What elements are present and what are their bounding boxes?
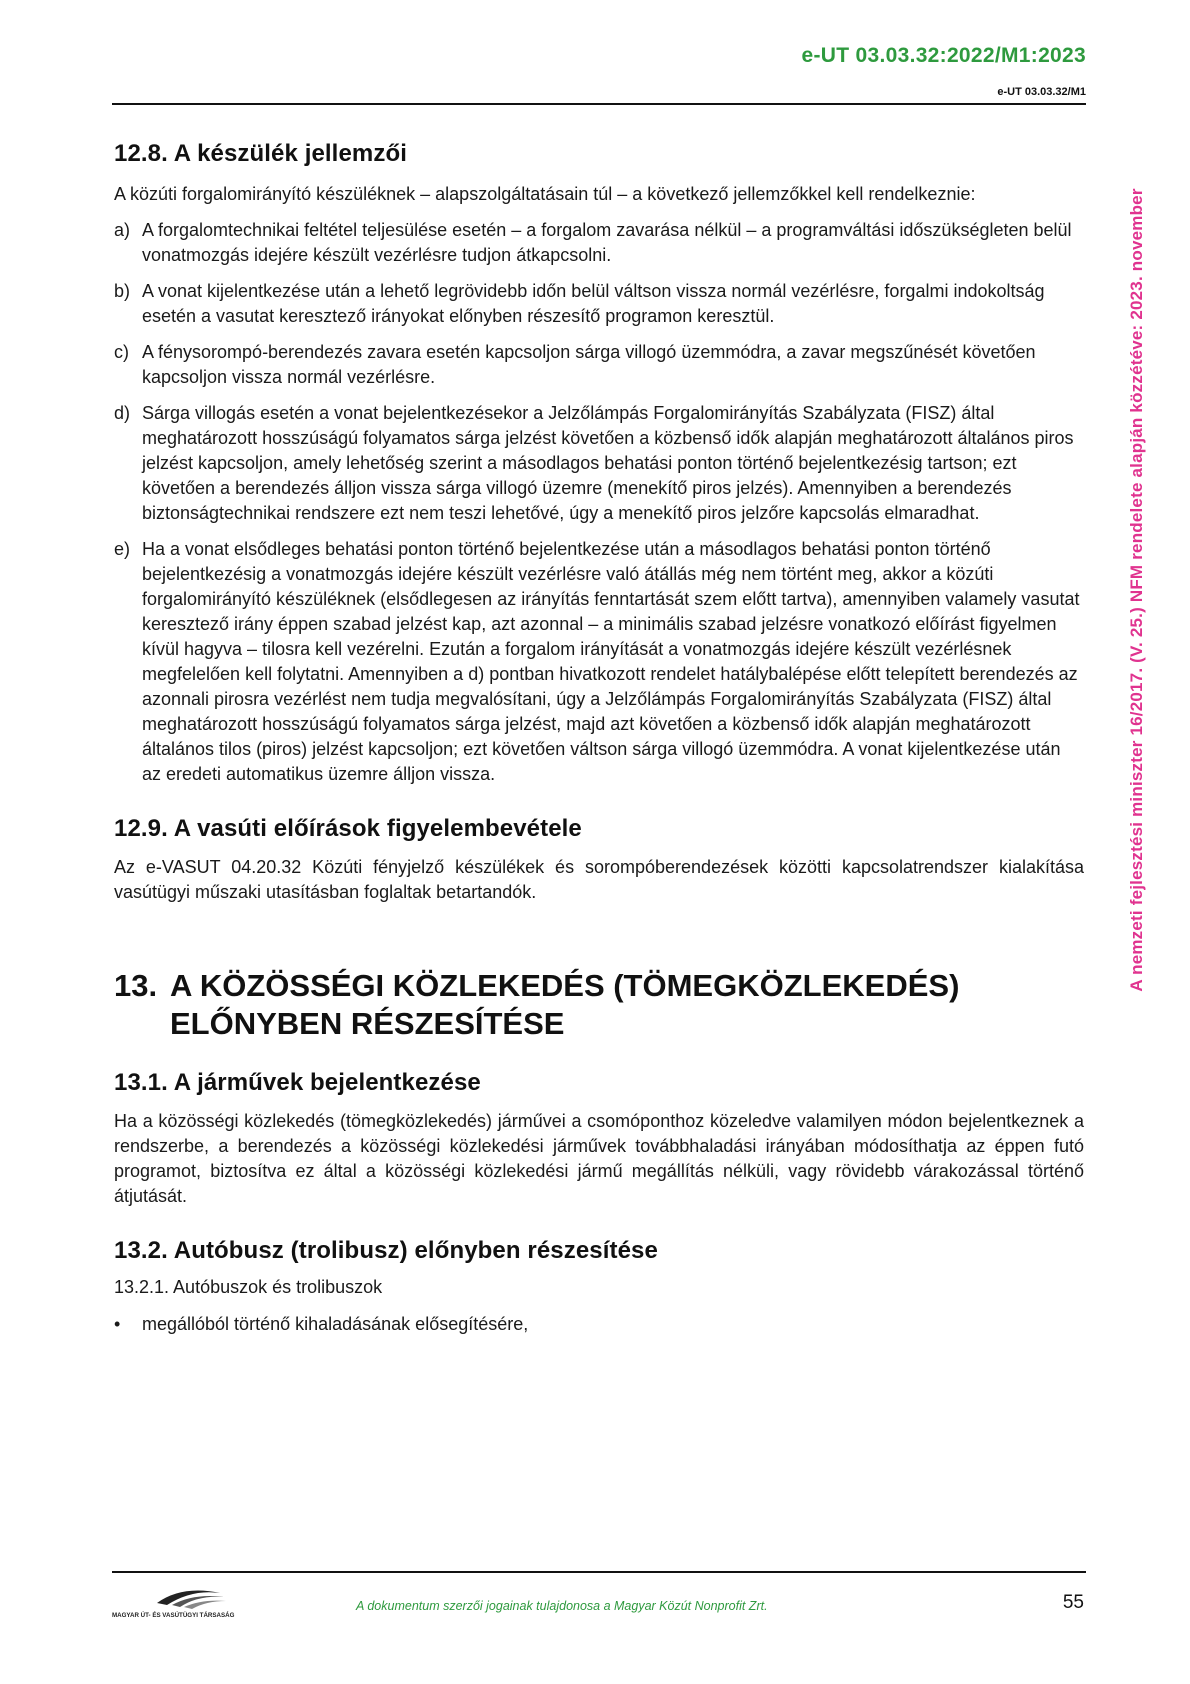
list-item — [114, 401, 1084, 526]
section-12-8-intro: A közúti forgalomirányító készüléknek – alapszolgáltatásain túl – a következő jellemzőkkel kell rendelkeznie: — [114, 184, 976, 204]
section-13-title: A KÖZÖSSÉGI KÖZLEKEDÉS (TÖMEGKÖZLEKEDÉS) ELŐNYBEN RÉSZESÍTÉSE — [170, 968, 960, 1041]
side-publication-note: A nemzeti fejlesztési miniszter 16/2017. (V. 25.) NFM rendelete alapján közzétéve: 2023. november — [1127, 188, 1146, 992]
section-12-9-heading: 12.9. A vasúti előírások figyelembevétele — [114, 815, 582, 842]
logo-swoosh-icon — [112, 1583, 262, 1621]
list-item-label: e) — [114, 539, 131, 559]
section-13-1-text: Ha a közösségi közlekedés (tömegközlekedés) járművei a csomóponthoz közeledve valamilyen módon bejelentkeznek a rendszerbe, a berendezés a közösségi közlekedési járművek továbbhaladási irányában módosíthatja az éppen futó programot, biztosítva ez által a közösségi közlekedési jármű megállítás nélküli, vagy rövidebb várakozással történő átjutását. — [114, 1111, 1084, 1206]
page-content — [114, 140, 1084, 1337]
section-13-number: 13. — [114, 968, 158, 1003]
bullet-item — [114, 1312, 1084, 1337]
bullet-text: megállóból történő kihaladásának elősegítésére, — [142, 1314, 529, 1334]
header-rule — [112, 103, 1086, 105]
section-13-2-1-subheading: 13.2.1. Autóbuszok és trolibuszok — [114, 1277, 383, 1297]
list-item-text: Ha a vonat elsődleges behatási ponton történő bejelentkezése után a másodlagos behatási ponton történő bejelentkezésig a vonatmozgás idejére készült vezérlésre való átállás még nem történt meg, akkor a közúti forgalomirányító készüléknek (elsődlegesen az irányítás fenntartását szem előtt tartva), amennyiben valamely vasutat keresztező irány éppen szabad jelzést kap, azt azonnal – a minimális szabad jelzésre vonatkozó előírást figyelmen kívül hagyva – tilosra kell vezérelni. Ezután a forgalom irányítását a vonatmozgás idejére készült vezérlésnek megfelelően kell folytatni. Amennyiben a d) pontban hivatkozott rendelet hatálybalépése előtt telepített berendezés az azonnali pirosra vezérlést nem tudja megvalósítani, úgy a Jelzőlámpás Forgalomirányítás Szabályzata (FISZ) által meghatározott hosszúságú folyamatos sárga jelzést, majd azt követően a közbenső idők alapján meghatározott általános tilos (piros) jelzést kapcsoljon; ezt követően váltson sárga villogó üzemmódra. A vonat kijelentkezése után az eredeti automatikus üzemre álljon vissza. — [142, 539, 1080, 784]
section-12-8-heading: 12.8. A készülék jellemzői — [114, 140, 407, 167]
list-item — [114, 340, 1084, 390]
section-13-heading — [114, 967, 1084, 1043]
list-item — [114, 279, 1084, 329]
list-item-label: b) — [114, 281, 131, 301]
document-code: e-UT 03.03.32:2022/M1:2023 — [801, 44, 1086, 67]
section-13-2-heading: 13.2. Autóbusz (trolibusz) előnyben részesítése — [114, 1237, 658, 1264]
footer-rule — [112, 1571, 1086, 1573]
list-item-text: Sárga villogás esetén a vonat bejelentkezésekor a Jelzőlámpás Forgalomirányítás Szabályzata (FISZ) által meghatározott hosszúságú folyamatos sárga jelzést követően a közbenső idők alapján meghatározott általános piros jelzést kapcsoljon, amely lehetőség szerint a másodlagos behatási ponton történő bejelentkezésig tartson; ezt követően a berendezés álljon vissza sárga villogó üzemre (menekítő piros jelzés). Amennyiben a berendezés biztonságtechnikai rendszere ezt nem teszi lehetővé, úgy a menekítő piros jelzőre kapcsolás elmaradhat. — [142, 403, 1074, 523]
list-item-text: A fénysorompó-berendezés zavara esetén kapcsoljon sárga villogó üzemmódra, a zavar megszűnését követően kapcsoljon vissza normál vezérlésre. — [142, 342, 1036, 387]
section-12-9-text: Az e-VASUT 04.20.32 Közúti fényjelző készülékek és sorompóberendezések közötti kapcsolatrendszer kialakítása vasútügyi műszaki utasításban foglaltak betartandók. — [114, 857, 1084, 902]
logo-text: MAGYAR ÚT- ÉS VASÚTÜGYI TÁRSASÁG — [112, 1612, 235, 1619]
list-item-text: A forgalomtechnikai feltétel teljesülése esetén – a forgalom zavarása nélkül – a programváltási időszükségleten belül vonatmozgás idejére készült vezérlésre tudjon átkapcsolni. — [142, 220, 1072, 265]
bullet-icon: • — [114, 1314, 121, 1334]
organization-logo — [112, 1583, 262, 1621]
list-item-label: c) — [114, 342, 129, 362]
section-13-1-heading: 13.1. A járművek bejelentkezése — [114, 1069, 481, 1096]
list-item-label: d) — [114, 403, 131, 423]
list-item-label: a) — [114, 220, 131, 240]
list-item-text: A vonat kijelentkezése után a lehető legrövidebb időn belül váltson vissza normál vezérlésre, forgalmi indokoltság esetén a vasutat keresztező irányokat előnyben részesítő programon keresztül. — [142, 281, 1045, 326]
page-number: 55 — [1062, 1592, 1084, 1613]
list-item — [114, 537, 1084, 787]
footer-copyright: A dokumentum szerzői jogainak tulajdonosa a Magyar Közút Nonprofit Zrt. — [356, 1599, 768, 1613]
list-item — [114, 218, 1084, 268]
document-subcode: e-UT 03.03.32/M1 — [997, 86, 1086, 98]
